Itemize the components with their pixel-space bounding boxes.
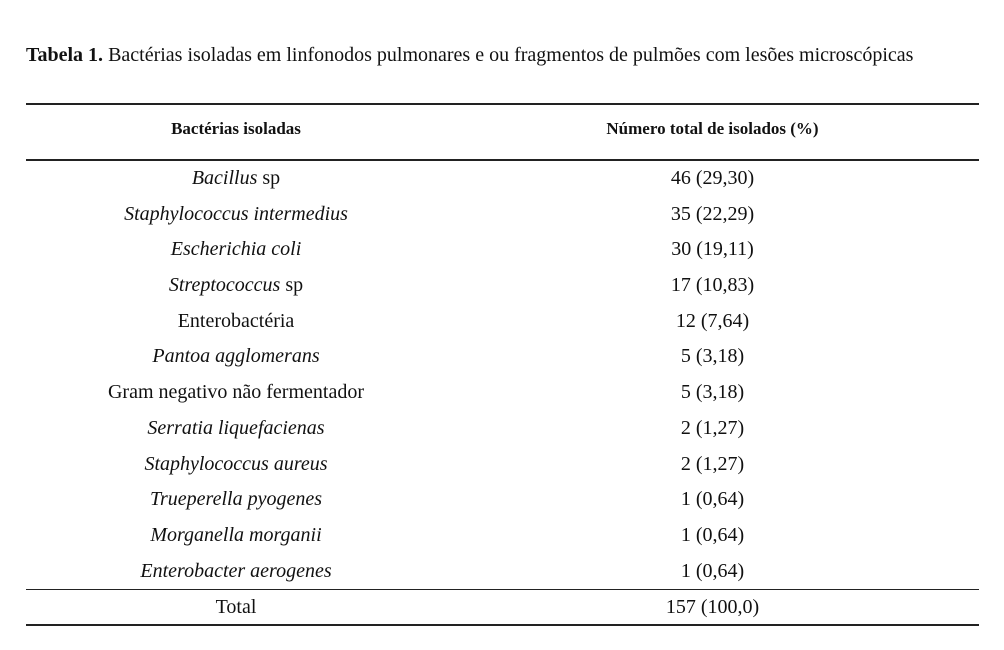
bacteria-cell bbox=[26, 411, 446, 447]
table-body bbox=[26, 161, 979, 589]
count-cell: 5 (3,18) bbox=[680, 345, 745, 368]
bacteria-cell bbox=[26, 268, 446, 304]
table-row bbox=[26, 339, 979, 375]
bacteria-cell bbox=[26, 232, 446, 268]
count-cell: 1 (0,64) bbox=[680, 523, 745, 546]
bacteria-name-italic: Serratia liquefacienas bbox=[147, 416, 325, 439]
bacteria-cell bbox=[26, 518, 446, 554]
bacteria-name-italic: Streptococcus bbox=[168, 274, 281, 297]
bacteria-cell bbox=[26, 161, 446, 197]
table-row bbox=[26, 518, 979, 554]
count-cell: 17 (10,83) bbox=[670, 274, 755, 297]
bacteria-name-italic: Staphylococcus intermedius bbox=[124, 202, 348, 225]
bacteria-name-suffix: sp bbox=[280, 274, 304, 297]
bacteria-cell bbox=[26, 197, 446, 233]
table-row bbox=[26, 375, 979, 411]
table-row bbox=[26, 161, 979, 197]
bacteria-name-italic: Pantoa agglomerans bbox=[152, 345, 320, 368]
table-row bbox=[26, 268, 979, 304]
table-row bbox=[26, 554, 979, 590]
bacteria-name-italic: Staphylococcus aureus bbox=[144, 452, 328, 475]
bacteria-name-plain: Enterobactéria bbox=[177, 309, 295, 332]
count-cell: 2 (1,27) bbox=[680, 452, 745, 475]
table-top-rule bbox=[26, 103, 979, 105]
table-caption-label: Tabela 1. bbox=[26, 44, 104, 66]
bacteria-name-plain: Gram negativo não fermentador bbox=[107, 381, 364, 404]
bacteria-cell bbox=[26, 554, 446, 590]
table-row bbox=[26, 197, 979, 233]
table-row bbox=[26, 304, 979, 340]
table-total-row bbox=[26, 590, 979, 624]
table-row bbox=[26, 447, 979, 483]
bacteria-name-italic: Morganella morganii bbox=[150, 523, 322, 546]
bacteria-name-italic: Trueperella pyogenes bbox=[149, 488, 322, 511]
count-cell: 1 (0,64) bbox=[680, 559, 745, 582]
total-count: 157 (100,0) bbox=[665, 596, 760, 618]
bacteria-cell bbox=[26, 482, 446, 518]
bacteria-name-italic: Enterobacter aerogenes bbox=[140, 559, 332, 582]
bacteria-cell bbox=[26, 304, 446, 340]
count-cell: 46 (29,30) bbox=[670, 167, 755, 189]
count-cell: 35 (22,29) bbox=[670, 202, 755, 225]
count-cell: 1 (0,64) bbox=[680, 488, 745, 511]
bacteria-name-italic: Escherichia coli bbox=[170, 238, 302, 261]
count-cell: 5 (3,18) bbox=[680, 381, 745, 404]
table-bottom-rule bbox=[26, 624, 979, 626]
bacteria-cell bbox=[26, 339, 446, 375]
count-cell: 2 (1,27) bbox=[680, 416, 745, 439]
column-header-bacteria: Bactérias isoladas bbox=[171, 119, 301, 138]
table-row bbox=[26, 482, 979, 518]
bacteria-cell bbox=[26, 447, 446, 483]
column-header-count: Número total de isolados (%) bbox=[606, 119, 819, 138]
bacteria-name-suffix: sp bbox=[257, 167, 281, 189]
table-row bbox=[26, 232, 979, 268]
total-label: Total bbox=[215, 596, 257, 618]
bacteria-name-italic: Bacillus bbox=[191, 167, 258, 189]
count-cell: 30 (19,11) bbox=[671, 238, 754, 261]
table-caption bbox=[26, 40, 970, 71]
table-row bbox=[26, 411, 979, 447]
count-cell: 12 (7,64) bbox=[675, 309, 750, 332]
bacteria-cell bbox=[26, 375, 446, 411]
table-caption-text: Bactérias isoladas em linfonodos pulmonares e ou fragmentos de pulmões com lesões microscópicas bbox=[108, 44, 914, 66]
